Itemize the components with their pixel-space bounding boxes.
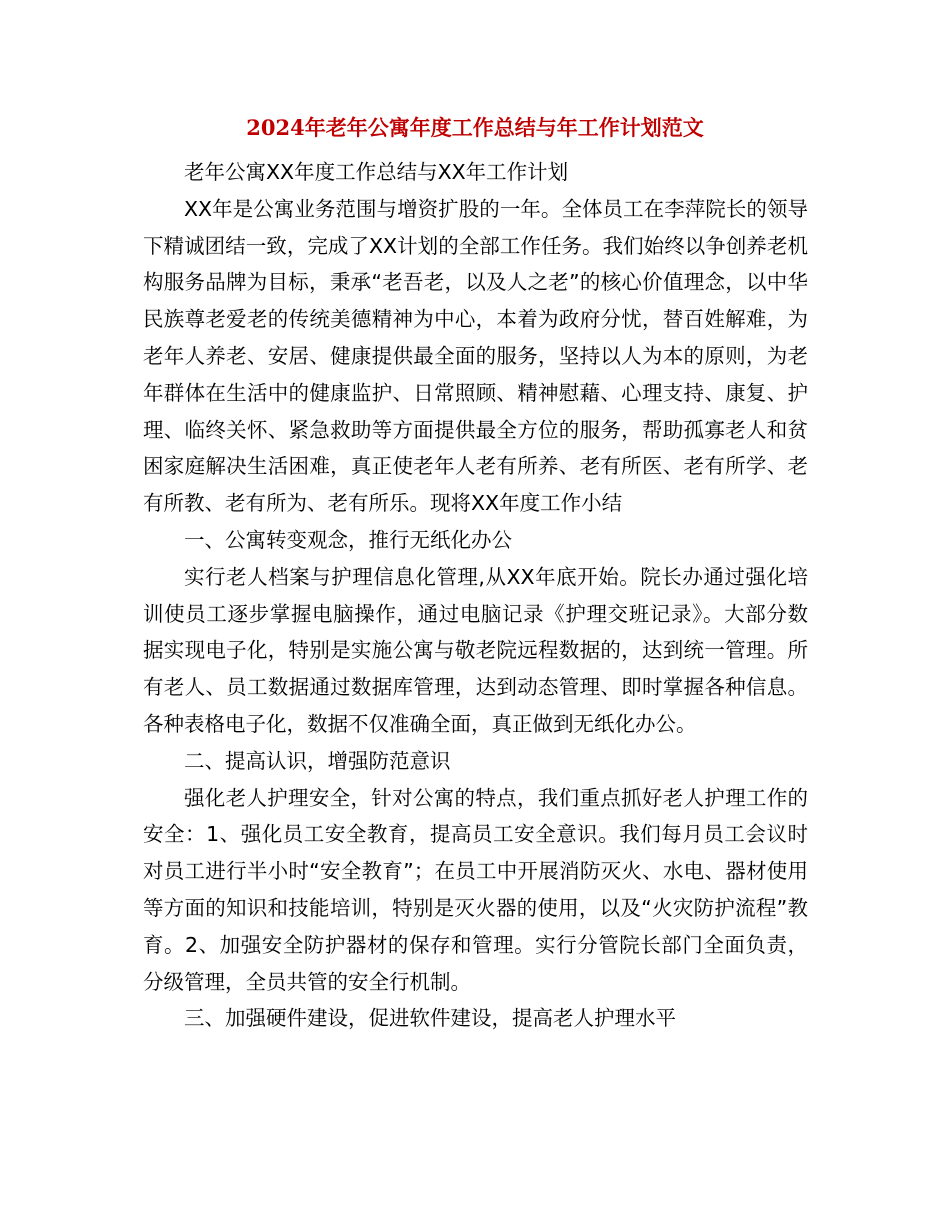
section-heading-2: 二、提高认识，增强防范意识 — [184, 748, 451, 773]
document-title: 2024年老年公寓年度工作总结与年工作计划范文 — [246, 115, 704, 140]
section-heading-3: 三、加强硬件建设，促进软件建设，提高老人护理水平 — [184, 1006, 676, 1031]
document-body — [143, 154, 808, 1037]
intro-paragraph: XX年是公寓业务范围与增资扩股的一年。全体员工在李萍院长的领导下精诚团结一致，完成了XX计划的全部工作任务。我们始终以争创养老机构服务品牌为目标，秉承“老吾老，以及人之老”的核心价值理念，以中华民族尊老爱老的传统美德精神为中心，本着为政府分忧，替百姓解难，为老年人养老、安居、健康提供最全面的服务，坚持以人为本的原则，为老年群体在生活中的健康监护、日常照顾、精神慰藉、心理支持、康复、护理、临终关怀、紧急救助等方面提供最全方位的服务，帮助孤寡老人和贫困家庭解决生活困难，真正使老年人老有所养、老有所医、老有所学、老有所教、老有所为、老有所乐。现将XX年度工作小结 — [143, 196, 808, 516]
section-2-paragraph: 强化老人护理安全，针对公寓的特点，我们重点抓好老人护理工作的安全：1、强化员工安全教育，提高员工安全意识。我们每月员工会议时对员工进行半小时“安全教育”；在员工中开展消防灭火、水电、器材使用等方面的知识和技能培训，特别是灭火器的使用，以及“火灾防护流程”教育。2、加强安全防护器材的保存和管理。实行分管院长部门全面负责，分级管理，全员共管的安全行机制。 — [143, 785, 808, 994]
section-heading-1: 一、公寓转变观念，推行无纸化办公 — [184, 527, 512, 552]
section-1-paragraph: 实行老人档案与护理信息化管理,从XX年底开始。院长办通过强化培训使员工逐步掌握电脑操作，通过电脑记录《护理交班记录》。大部分数据实现电子化，特别是实施公寓与敬老院远程数据的，达到统一管理。所有老人、员工数据通过数据库管理，达到动态管理、即时掌握各种信息。各种表格电子化，数据不仅准确全面，真正做到无纸化办公。 — [143, 564, 808, 736]
subtitle-paragraph: 老年公寓XX年度工作总结与XX年工作计划 — [184, 160, 569, 184]
